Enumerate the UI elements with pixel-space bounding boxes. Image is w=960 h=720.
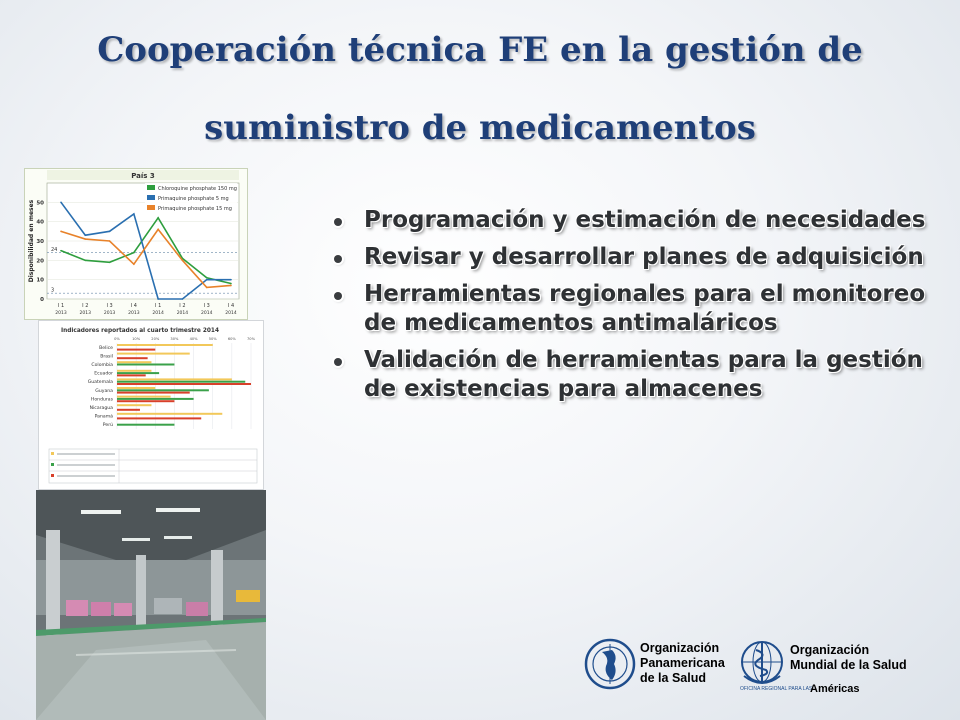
bar-x-tick-label: 30%: [170, 337, 179, 341]
x-tick-label: I 2: [179, 303, 186, 309]
indicators-table: [49, 449, 257, 483]
bar: [117, 413, 222, 415]
paho-logo-line-1: Organización: [640, 641, 720, 655]
data-point: [133, 263, 135, 265]
paho-logo-line-2: Panamericana: [640, 656, 725, 670]
x-tick-label: I 3: [106, 303, 113, 309]
bar-category-label: Colombia: [91, 363, 113, 368]
bar: [117, 372, 159, 374]
bar-chart-title: Indicadores reportados al cuarto trimestre 2014: [61, 328, 219, 334]
bar: [117, 349, 155, 351]
bar: [117, 387, 155, 389]
bar: [117, 400, 174, 402]
legend-swatch: [147, 195, 155, 200]
bar: [117, 353, 190, 355]
who-logo-line-2: Mundial de la Salud: [790, 658, 907, 672]
data-point: [157, 217, 159, 219]
reference-label: 24: [51, 247, 58, 254]
x-tick-year: 2014: [225, 311, 237, 316]
data-point: [230, 279, 232, 281]
bullet-dot-icon: [334, 358, 342, 366]
data-point: [133, 213, 135, 215]
x-tick-year: 2014: [152, 311, 164, 316]
bullet-item: [328, 280, 938, 338]
bar: [117, 344, 213, 346]
bar-category-label: Ecuador: [94, 371, 113, 377]
bar-category-label: Brasil: [100, 354, 113, 360]
y-tick-label: 50: [36, 200, 44, 207]
data-point: [157, 229, 159, 231]
slide-title-line-2: suministro de medicamentos: [204, 108, 756, 148]
data-point: [206, 277, 208, 279]
data-point: [109, 261, 111, 263]
bar-category-label: Nicaragua: [89, 406, 113, 411]
x-tick-year: 2013: [55, 311, 67, 316]
data-point: [84, 238, 86, 240]
x-tick-label: I 1: [155, 303, 162, 309]
bullet-text: Herramientas regionales para el monitoreo de medicamentos antimaláricos: [364, 281, 926, 336]
data-point: [109, 240, 111, 242]
bar-x-tick-label: 40%: [189, 337, 198, 341]
bar: [117, 409, 140, 411]
y-axis-label: Disponibilidad en meses: [28, 199, 35, 283]
x-tick-year: 2013: [128, 311, 140, 316]
bar: [117, 396, 171, 398]
bullet-dot-icon: [334, 255, 342, 263]
y-tick-label: 0: [40, 297, 44, 303]
bar: [117, 417, 201, 419]
bar-x-tick-label: 0%: [114, 337, 120, 341]
bar-x-tick-label: 60%: [227, 337, 236, 341]
bullet-list: [328, 206, 938, 412]
data-point: [109, 231, 111, 233]
y-tick-label: 30: [36, 239, 44, 245]
bar: [117, 383, 251, 385]
data-point: [157, 298, 159, 300]
availability-line-chart: [24, 168, 248, 320]
bullet-dot-icon: [334, 218, 342, 226]
data-point: [206, 279, 208, 281]
bar: [117, 392, 190, 394]
slide-title-line-1: Cooperación técnica FE en la gestión de: [97, 30, 863, 70]
line-chart-svg: [25, 169, 247, 319]
bar: [117, 357, 148, 359]
bar: [117, 364, 174, 366]
data-point: [230, 285, 232, 287]
bar-category-label: Belice: [99, 345, 113, 351]
legend-swatch: [147, 185, 155, 190]
data-point: [133, 252, 135, 254]
x-tick-label: I 3: [203, 303, 210, 309]
bar-x-tick-label: 50%: [208, 337, 217, 341]
data-point: [60, 250, 62, 252]
bar-chart-svg: [39, 321, 263, 489]
data-point: [230, 283, 232, 285]
y-tick-label: 10: [36, 277, 44, 284]
x-tick-label: I 2: [82, 303, 89, 309]
paho-logo-line-3: de la Salud: [640, 671, 706, 685]
data-point: [182, 260, 184, 262]
bar-category-label: Guatemala: [87, 380, 113, 386]
x-tick-year: 2014: [200, 311, 213, 316]
bullet-item: [328, 346, 938, 404]
data-point: [84, 260, 86, 262]
bar: [117, 378, 232, 380]
data-point: [182, 298, 184, 300]
chart-title: País 3: [131, 172, 155, 180]
paho-logo: [584, 636, 734, 692]
x-tick-year: 2013: [103, 311, 116, 316]
bar: [117, 374, 146, 376]
bullet-item: [328, 243, 938, 272]
bullet-text: Revisar y desarrollar planes de adquisición: [364, 244, 924, 270]
x-tick-year: 2014: [176, 311, 189, 316]
bar: [117, 398, 194, 400]
bar-category-label: Honduras: [90, 397, 113, 403]
bullet-text: Programación y estimación de necesidades: [364, 207, 926, 233]
bar-category-label: Guyana: [95, 388, 113, 394]
data-point: [206, 287, 208, 289]
warehouse-photo: [36, 490, 266, 720]
indicators-bar-chart: [38, 320, 264, 490]
x-tick-label: I 4: [130, 303, 137, 309]
who-logo-region: Américas: [810, 683, 860, 695]
y-tick-label: 20: [36, 258, 44, 265]
x-tick-label: I 1: [57, 303, 65, 309]
bar: [117, 424, 174, 426]
bar: [117, 370, 151, 372]
bar-category-label: Perú: [102, 423, 113, 429]
bar-x-tick-label: 10%: [132, 337, 141, 341]
y-tick-label: 40: [36, 219, 44, 226]
bar: [117, 404, 151, 406]
bar-x-tick-label: 20%: [151, 337, 160, 341]
paho-emblem-icon: [584, 636, 734, 692]
bullet-item: [328, 206, 938, 235]
bar: [117, 389, 209, 391]
bullet-text: Validación de herramientas para la gestión de existencias para almacenes: [364, 347, 923, 402]
who-emblem-icon: [738, 636, 928, 696]
data-point: [60, 202, 62, 204]
bar: [117, 381, 245, 383]
x-tick-year: 2013: [79, 311, 92, 316]
legend-label: Primaquine phosphate 15 mg: [158, 206, 232, 212]
legend-label: Primaquine phosphate 5 mg: [158, 196, 229, 202]
bar-category-label: Panamá: [94, 414, 113, 420]
data-point: [60, 231, 62, 233]
who-logo: [738, 636, 928, 696]
who-logo-line-1: Organización: [790, 643, 870, 657]
bar-x-tick-label: 70%: [247, 337, 255, 341]
who-logo-subtitle: OFICINA REGIONAL PARA LAS: [740, 686, 813, 692]
legend-swatch: [147, 205, 155, 210]
legend-label: Chloroquine phosphate 150 mg: [158, 186, 237, 192]
bar: [117, 361, 151, 363]
x-tick-label: I 4: [227, 303, 235, 309]
data-point: [84, 234, 86, 236]
reference-label: 3: [51, 287, 55, 294]
bullet-dot-icon: [334, 292, 342, 300]
